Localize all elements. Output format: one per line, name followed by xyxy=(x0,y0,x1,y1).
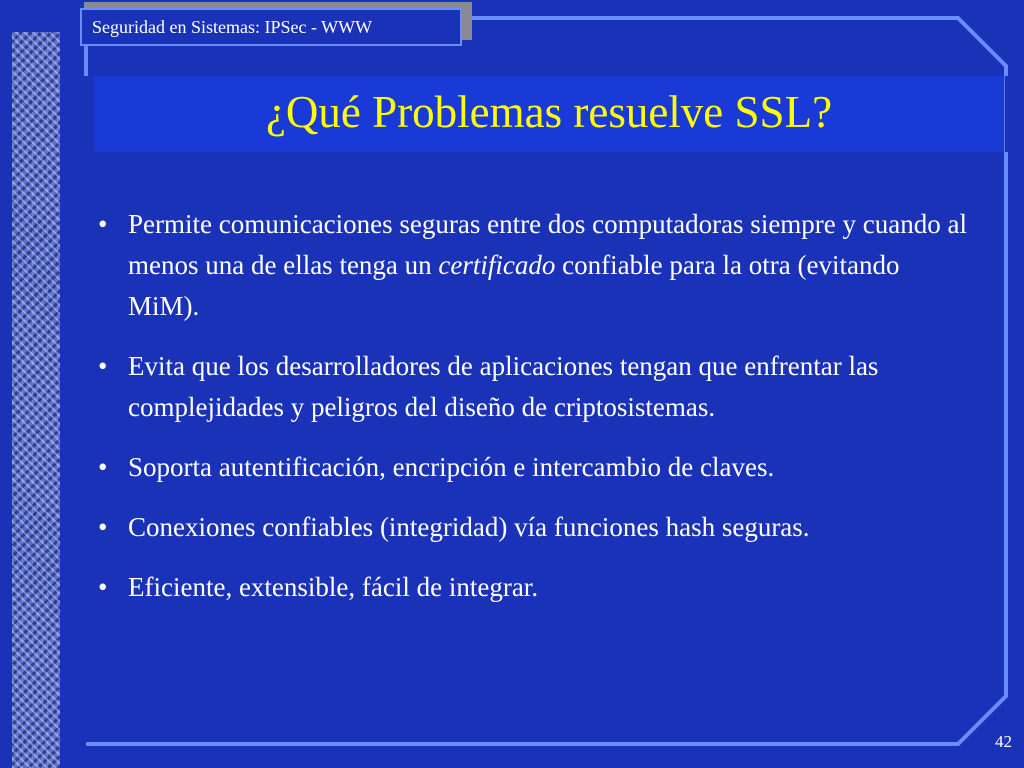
bullet-text: Soporta autentificación, encripción e intercambio de claves. xyxy=(128,452,775,482)
bullet-item xyxy=(96,204,976,327)
bullet-item xyxy=(96,346,976,428)
decorative-texture-strip xyxy=(12,32,60,768)
bullet-text: Permite comunicaciones seguras entre dos computadoras siempre y cuando al menos una de ellas tenga un xyxy=(128,209,967,280)
bullet-text: Eficiente, extensible, fácil de integrar. xyxy=(128,572,539,602)
bullet-emphasis: certificado xyxy=(438,250,556,280)
bullet-dot-icon: • xyxy=(98,512,108,542)
bullet-dot-icon: • xyxy=(98,452,108,482)
bullet-item xyxy=(96,567,976,608)
bullet-dot-icon: • xyxy=(98,351,108,381)
bullet-list xyxy=(96,204,976,627)
slide-title: ¿Qué Problemas resuelve SSL? xyxy=(265,87,833,137)
bullet-dot-icon: • xyxy=(98,572,108,602)
bullet-item xyxy=(96,507,976,548)
bullet-text-continued: confiable para la otra (evitando MiM). xyxy=(128,250,900,321)
header-tab xyxy=(80,8,462,46)
bullet-text: Evita que los desarrolladores de aplicaciones tengan que enfrentar las complejidades y peligros del diseño de criptosistemas. xyxy=(128,351,879,422)
bullet-dot-icon: • xyxy=(98,209,108,239)
page-number: 42 xyxy=(995,732,1012,751)
header-title: Seguridad en Sistemas: IPSec - WWW xyxy=(92,17,373,37)
bullet-text: Conexiones confiables (integridad) vía funciones hash seguras. xyxy=(128,512,810,542)
bullet-item xyxy=(96,447,976,488)
